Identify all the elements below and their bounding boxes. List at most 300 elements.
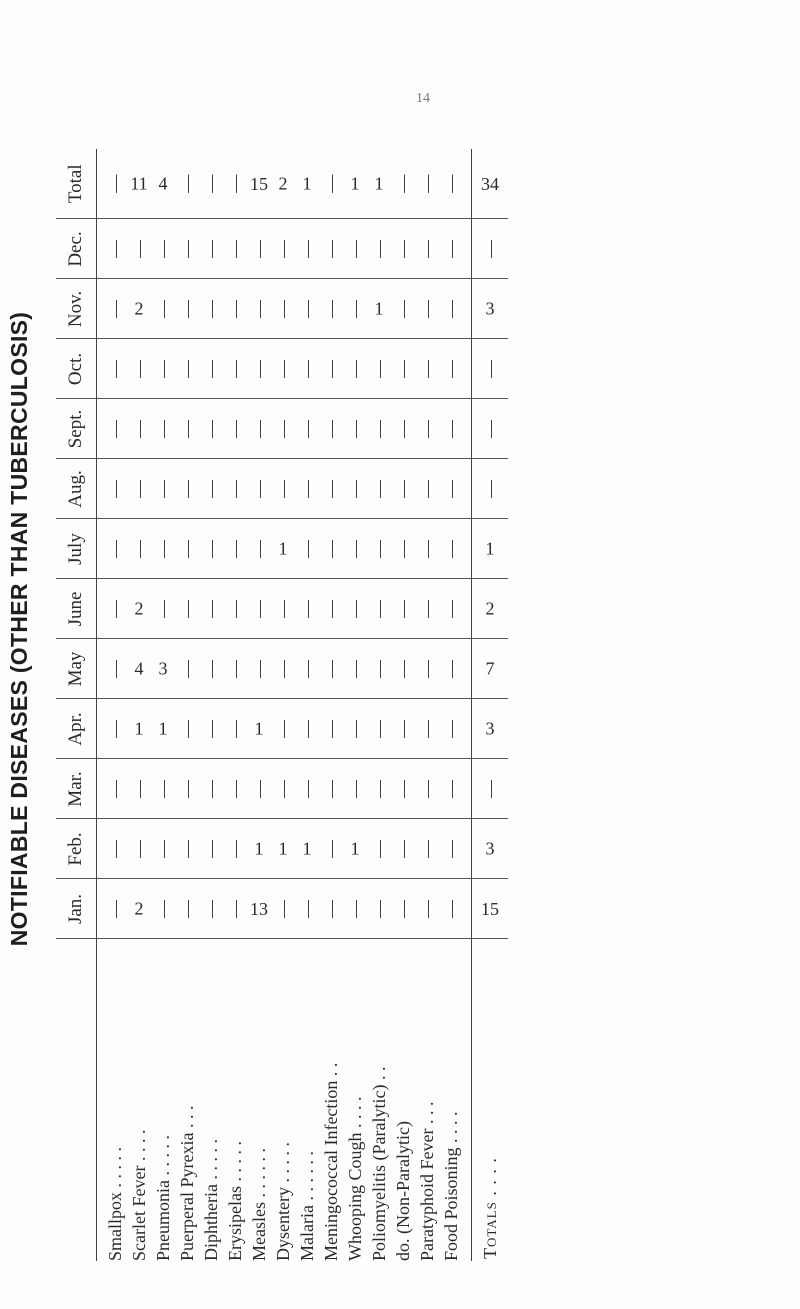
case-count-cell bbox=[127, 639, 151, 699]
total-count-cell bbox=[472, 639, 509, 699]
case-count-cell bbox=[175, 639, 199, 699]
case-count: — bbox=[321, 240, 341, 258]
case-count: — bbox=[393, 360, 413, 378]
case-count: — bbox=[321, 780, 341, 798]
case-count-cell bbox=[247, 399, 271, 459]
case-count: — bbox=[225, 900, 245, 918]
case-count: — bbox=[201, 420, 221, 438]
case-count-cell bbox=[199, 219, 223, 279]
table-row bbox=[439, 149, 472, 1261]
totals-label: Totals . . . . bbox=[472, 939, 509, 1261]
case-count-cell bbox=[175, 279, 199, 339]
case-count-cell bbox=[271, 879, 295, 939]
case-count-cell bbox=[223, 759, 247, 819]
page-number: 14 bbox=[416, 91, 430, 106]
case-count-cell bbox=[97, 639, 128, 699]
case-count: — bbox=[321, 174, 341, 193]
case-count: — bbox=[105, 780, 125, 798]
case-count: — bbox=[441, 480, 461, 498]
case-count-cell bbox=[319, 879, 343, 939]
case-count-cell bbox=[367, 639, 391, 699]
case-count: — bbox=[345, 240, 365, 258]
case-count-cell bbox=[127, 519, 151, 579]
case-count-cell bbox=[343, 459, 367, 519]
case-count: 1 bbox=[350, 173, 360, 194]
case-count: — bbox=[249, 540, 269, 558]
case-count-cell bbox=[271, 579, 295, 639]
table-row bbox=[367, 149, 391, 1261]
case-count-cell bbox=[247, 339, 271, 399]
case-count: 1 bbox=[374, 173, 384, 194]
case-count-cell bbox=[247, 579, 271, 639]
case-count: — bbox=[345, 480, 365, 498]
case-count-cell bbox=[343, 579, 367, 639]
case-count-cell bbox=[127, 879, 151, 939]
case-count: — bbox=[273, 240, 293, 258]
case-count: — bbox=[153, 900, 173, 918]
totals-row bbox=[472, 149, 509, 1261]
case-count: — bbox=[369, 780, 389, 798]
case-count-cell bbox=[391, 699, 415, 759]
case-count-cell bbox=[391, 279, 415, 339]
case-count: — bbox=[297, 480, 317, 498]
case-count-cell bbox=[247, 519, 271, 579]
case-count-cell bbox=[319, 759, 343, 819]
case-count-cell bbox=[415, 519, 439, 579]
case-count: — bbox=[225, 480, 245, 498]
case-count-cell bbox=[439, 759, 472, 819]
case-count-cell bbox=[223, 519, 247, 579]
case-count: — bbox=[105, 240, 125, 258]
case-count: — bbox=[393, 540, 413, 558]
case-count-cell bbox=[247, 279, 271, 339]
table-row bbox=[391, 149, 415, 1261]
case-count-cell bbox=[367, 459, 391, 519]
case-count: — bbox=[201, 480, 221, 498]
case-count-cell bbox=[391, 639, 415, 699]
case-count: — bbox=[177, 360, 197, 378]
case-count-cell bbox=[97, 459, 128, 519]
case-count-cell bbox=[199, 699, 223, 759]
case-count-cell bbox=[295, 879, 319, 939]
disease-name: Dysentery . . . . . bbox=[273, 1142, 293, 1261]
case-count-cell bbox=[415, 339, 439, 399]
case-count: — bbox=[249, 300, 269, 318]
case-count: — bbox=[417, 174, 437, 193]
case-count: 4 bbox=[134, 659, 144, 679]
case-count-cell bbox=[415, 699, 439, 759]
case-count: 2 bbox=[134, 899, 144, 919]
case-count: — bbox=[393, 720, 413, 738]
case-count: — bbox=[393, 240, 413, 258]
table-row bbox=[151, 149, 175, 1261]
case-count-cell bbox=[223, 639, 247, 699]
case-count: 2 bbox=[134, 299, 144, 319]
case-count: 15 bbox=[250, 173, 268, 194]
case-count-cell bbox=[247, 459, 271, 519]
case-count: — bbox=[369, 540, 389, 558]
case-count: — bbox=[129, 780, 149, 798]
case-count-cell bbox=[247, 149, 271, 219]
case-count-cell bbox=[271, 339, 295, 399]
case-count-cell bbox=[223, 699, 247, 759]
disease-name: Malaria . . . . . . bbox=[297, 1151, 317, 1261]
case-count: — bbox=[417, 660, 437, 678]
case-count: — bbox=[321, 360, 341, 378]
case-count-cell bbox=[223, 459, 247, 519]
case-count-cell bbox=[271, 639, 295, 699]
case-count-cell bbox=[391, 579, 415, 639]
table-row bbox=[343, 149, 367, 1261]
case-count: — bbox=[417, 600, 437, 618]
case-count-cell bbox=[391, 759, 415, 819]
case-count: — bbox=[153, 300, 173, 318]
case-count: — bbox=[273, 360, 293, 378]
case-count-cell bbox=[199, 879, 223, 939]
table-body bbox=[97, 149, 509, 1261]
case-count: — bbox=[441, 720, 461, 738]
case-count-cell bbox=[271, 219, 295, 279]
case-count-cell bbox=[175, 759, 199, 819]
case-count-cell bbox=[343, 219, 367, 279]
case-count: — bbox=[225, 660, 245, 678]
case-count-cell bbox=[97, 519, 128, 579]
case-count: 1 bbox=[374, 299, 384, 319]
case-count: — bbox=[417, 720, 437, 738]
case-count: — bbox=[273, 480, 293, 498]
case-count-cell bbox=[295, 819, 319, 879]
case-count: — bbox=[177, 174, 197, 193]
disease-name: Scarlet Fever . . . . bbox=[129, 1129, 149, 1261]
total-count-cell bbox=[472, 399, 509, 459]
table-row bbox=[97, 149, 128, 1261]
case-count: — bbox=[321, 540, 341, 558]
case-count: — bbox=[393, 780, 413, 798]
case-count: — bbox=[105, 540, 125, 558]
case-count: — bbox=[249, 780, 269, 798]
case-count: — bbox=[393, 900, 413, 918]
case-count-cell bbox=[295, 149, 319, 219]
case-count-cell bbox=[295, 399, 319, 459]
case-count-cell bbox=[151, 149, 175, 219]
case-count-cell bbox=[199, 639, 223, 699]
case-count-cell bbox=[151, 699, 175, 759]
case-count: — bbox=[225, 360, 245, 378]
case-count: — bbox=[369, 840, 389, 858]
disease-name: Paratyphoid Fever . . . bbox=[417, 1101, 437, 1261]
notifiable-diseases-table bbox=[56, 149, 508, 1261]
case-count-cell bbox=[367, 279, 391, 339]
case-count: — bbox=[177, 720, 197, 738]
case-count-cell bbox=[97, 879, 128, 939]
case-count: — bbox=[225, 600, 245, 618]
case-count: — bbox=[369, 240, 389, 258]
case-count: 1 bbox=[278, 839, 288, 859]
case-count-cell bbox=[319, 149, 343, 219]
case-count: — bbox=[105, 600, 125, 618]
case-count: — bbox=[105, 720, 125, 738]
case-count-cell bbox=[175, 699, 199, 759]
case-count-cell bbox=[439, 339, 472, 399]
case-count-cell bbox=[415, 149, 439, 219]
case-count-cell bbox=[415, 459, 439, 519]
column-header-oct: Oct. bbox=[56, 339, 97, 399]
case-count: — bbox=[321, 600, 341, 618]
case-count-cell bbox=[127, 149, 151, 219]
case-count-cell bbox=[127, 459, 151, 519]
case-count-cell bbox=[391, 219, 415, 279]
case-count: — bbox=[369, 600, 389, 618]
case-count-cell bbox=[319, 819, 343, 879]
case-count-cell bbox=[343, 519, 367, 579]
case-count: — bbox=[417, 900, 437, 918]
total-count: 3 bbox=[485, 719, 495, 739]
case-count-cell bbox=[247, 819, 271, 879]
case-count-cell bbox=[151, 819, 175, 879]
case-count: 11 bbox=[130, 173, 148, 194]
case-count: — bbox=[153, 240, 173, 258]
case-count-cell bbox=[367, 699, 391, 759]
case-count: — bbox=[441, 660, 461, 678]
case-count: 2 bbox=[278, 173, 288, 194]
case-count-cell bbox=[271, 519, 295, 579]
column-header-label bbox=[56, 939, 97, 1261]
case-count: — bbox=[177, 420, 197, 438]
case-count-cell bbox=[391, 519, 415, 579]
case-count: — bbox=[297, 900, 317, 918]
case-count: — bbox=[321, 900, 341, 918]
table-header-row bbox=[56, 149, 97, 1261]
column-header-nov: Nov. bbox=[56, 279, 97, 339]
case-count-cell bbox=[97, 279, 128, 339]
total-count: 34 bbox=[481, 173, 499, 194]
case-count-cell bbox=[271, 149, 295, 219]
case-count-cell bbox=[223, 579, 247, 639]
disease-name: Smallpox . . . . . bbox=[105, 1146, 125, 1261]
case-count: — bbox=[249, 480, 269, 498]
case-count-cell bbox=[175, 879, 199, 939]
case-count: — bbox=[345, 720, 365, 738]
case-count-cell bbox=[367, 399, 391, 459]
case-count-cell bbox=[199, 819, 223, 879]
case-count: — bbox=[273, 660, 293, 678]
disease-name: Erysipelas . . . . . bbox=[225, 1141, 245, 1261]
case-count: 1 bbox=[350, 839, 360, 859]
total-count: — bbox=[480, 360, 500, 378]
case-count-cell bbox=[97, 759, 128, 819]
case-count-cell bbox=[367, 759, 391, 819]
case-count-cell bbox=[319, 579, 343, 639]
case-count: — bbox=[225, 720, 245, 738]
case-count: — bbox=[441, 900, 461, 918]
case-count-cell bbox=[343, 279, 367, 339]
case-count-cell bbox=[271, 459, 295, 519]
case-count-cell bbox=[295, 579, 319, 639]
case-count-cell bbox=[199, 149, 223, 219]
case-count: — bbox=[153, 840, 173, 858]
case-count: — bbox=[129, 480, 149, 498]
case-count-cell bbox=[97, 219, 128, 279]
case-count: — bbox=[201, 900, 221, 918]
case-count: — bbox=[105, 174, 125, 193]
case-count: — bbox=[369, 660, 389, 678]
case-count: — bbox=[225, 780, 245, 798]
case-count-cell bbox=[247, 219, 271, 279]
case-count: — bbox=[297, 360, 317, 378]
case-count-cell bbox=[151, 459, 175, 519]
case-count: — bbox=[441, 240, 461, 258]
case-count: — bbox=[201, 360, 221, 378]
case-count-cell bbox=[223, 219, 247, 279]
disease-name: Poliomyelitis (Paralytic) . . bbox=[369, 1066, 389, 1261]
case-count: — bbox=[321, 840, 341, 858]
total-count: 3 bbox=[485, 299, 495, 319]
case-count: 1 bbox=[278, 539, 288, 559]
case-count-cell bbox=[439, 639, 472, 699]
case-count: — bbox=[129, 840, 149, 858]
table-row bbox=[271, 149, 295, 1261]
case-count: — bbox=[129, 540, 149, 558]
disease-name: Whooping Cough . . . . bbox=[345, 1096, 365, 1261]
case-count-cell bbox=[415, 759, 439, 819]
case-count: — bbox=[321, 300, 341, 318]
case-count-cell bbox=[367, 819, 391, 879]
case-count-cell bbox=[295, 339, 319, 399]
case-count-cell bbox=[415, 879, 439, 939]
case-count-cell bbox=[223, 819, 247, 879]
case-count: — bbox=[273, 300, 293, 318]
total-count-cell bbox=[472, 519, 509, 579]
case-count: 1 bbox=[254, 839, 264, 859]
case-count-cell bbox=[199, 519, 223, 579]
case-count: 1 bbox=[134, 719, 144, 739]
case-count: — bbox=[297, 240, 317, 258]
case-count-cell bbox=[175, 819, 199, 879]
case-count-cell bbox=[295, 699, 319, 759]
case-count: 4 bbox=[158, 173, 168, 194]
table-row bbox=[223, 149, 247, 1261]
case-count-cell bbox=[367, 519, 391, 579]
case-count: — bbox=[345, 420, 365, 438]
case-count-cell bbox=[295, 279, 319, 339]
case-count-cell bbox=[175, 399, 199, 459]
case-count: — bbox=[105, 660, 125, 678]
case-count-cell bbox=[343, 819, 367, 879]
case-count: — bbox=[417, 360, 437, 378]
case-count: — bbox=[201, 240, 221, 258]
case-count: — bbox=[201, 600, 221, 618]
case-count-cell bbox=[199, 459, 223, 519]
column-header-dec: Dec. bbox=[56, 219, 97, 279]
disease-name: Pneumonia . . . . . bbox=[153, 1135, 173, 1261]
case-count: — bbox=[105, 900, 125, 918]
case-count: — bbox=[297, 660, 317, 678]
case-count-cell bbox=[127, 759, 151, 819]
case-count: — bbox=[105, 840, 125, 858]
case-count-cell bbox=[97, 699, 128, 759]
case-count: — bbox=[105, 360, 125, 378]
total-count-cell bbox=[472, 879, 509, 939]
case-count: — bbox=[393, 600, 413, 618]
case-count: — bbox=[201, 300, 221, 318]
case-count: — bbox=[441, 540, 461, 558]
case-count: — bbox=[201, 780, 221, 798]
case-count-cell bbox=[343, 699, 367, 759]
column-header-total: Total bbox=[56, 149, 97, 219]
case-count-cell bbox=[319, 339, 343, 399]
case-count: — bbox=[345, 900, 365, 918]
case-count: — bbox=[177, 900, 197, 918]
case-count: — bbox=[225, 240, 245, 258]
case-count: 1 bbox=[302, 839, 312, 859]
case-count: — bbox=[153, 360, 173, 378]
case-count-cell bbox=[439, 219, 472, 279]
case-count-cell bbox=[295, 759, 319, 819]
case-count-cell bbox=[151, 339, 175, 399]
case-count: — bbox=[417, 780, 437, 798]
case-count-cell bbox=[97, 149, 128, 219]
case-count-cell bbox=[151, 519, 175, 579]
total-count: 2 bbox=[485, 599, 495, 619]
column-header-july: July bbox=[56, 519, 97, 579]
case-count-cell bbox=[391, 339, 415, 399]
total-count-cell bbox=[472, 339, 509, 399]
case-count-cell bbox=[367, 219, 391, 279]
case-count-cell bbox=[175, 579, 199, 639]
case-count-cell bbox=[271, 699, 295, 759]
total-count: 15 bbox=[481, 899, 499, 919]
case-count: — bbox=[105, 300, 125, 318]
case-count-cell bbox=[247, 639, 271, 699]
case-count: — bbox=[417, 420, 437, 438]
case-count-cell bbox=[295, 459, 319, 519]
case-count-cell bbox=[127, 699, 151, 759]
case-count: — bbox=[225, 300, 245, 318]
case-count: — bbox=[249, 420, 269, 438]
case-count: — bbox=[273, 780, 293, 798]
case-count-cell bbox=[151, 879, 175, 939]
case-count-cell bbox=[199, 279, 223, 339]
case-count-cell bbox=[151, 399, 175, 459]
case-count: — bbox=[177, 600, 197, 618]
case-count-cell bbox=[97, 339, 128, 399]
case-count: — bbox=[369, 420, 389, 438]
case-count-cell bbox=[295, 519, 319, 579]
case-count: — bbox=[273, 720, 293, 738]
case-count-cell bbox=[223, 879, 247, 939]
case-count: — bbox=[129, 240, 149, 258]
case-count-cell bbox=[295, 639, 319, 699]
case-count-cell bbox=[127, 339, 151, 399]
case-count-cell bbox=[271, 759, 295, 819]
case-count-cell bbox=[295, 219, 319, 279]
total-count-cell bbox=[472, 699, 509, 759]
case-count-cell bbox=[439, 879, 472, 939]
total-count: — bbox=[480, 780, 500, 798]
case-count-cell bbox=[319, 219, 343, 279]
case-count-cell bbox=[319, 279, 343, 339]
case-count: — bbox=[177, 480, 197, 498]
case-count-cell bbox=[391, 149, 415, 219]
case-count-cell bbox=[97, 399, 128, 459]
case-count: 1 bbox=[302, 173, 312, 194]
disease-name: Food Poisoning . . . . bbox=[441, 1111, 461, 1261]
case-count-cell bbox=[343, 639, 367, 699]
case-count-cell bbox=[439, 519, 472, 579]
table-row bbox=[175, 149, 199, 1261]
case-count: — bbox=[297, 300, 317, 318]
case-count-cell bbox=[415, 219, 439, 279]
